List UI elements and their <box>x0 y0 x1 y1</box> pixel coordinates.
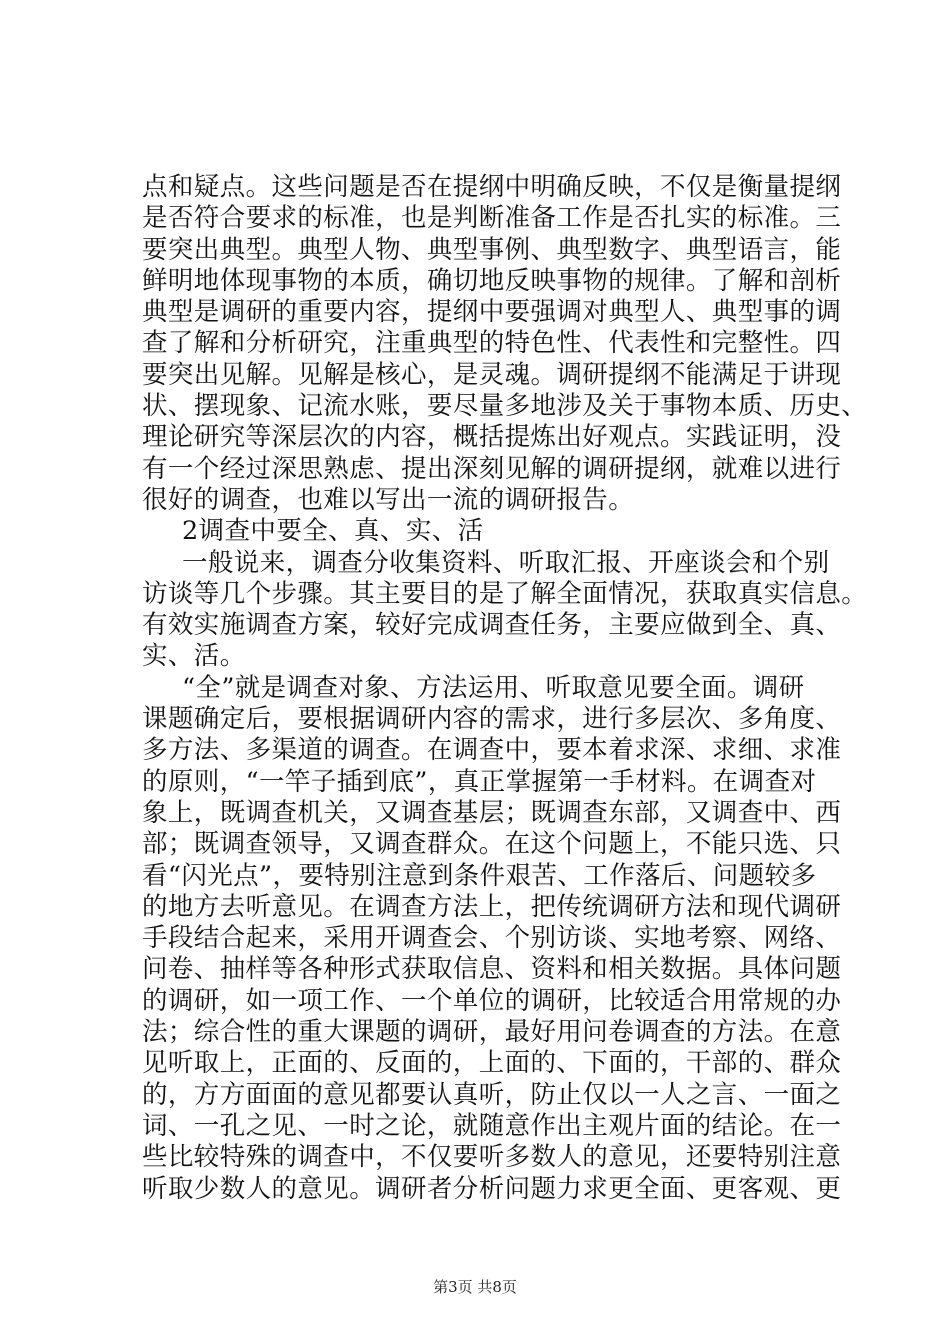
text-line: 很好的调查，也难以写出一流的调研报告。 <box>142 484 635 515</box>
text-line: 鲜明地体现事物的本质，确切地反映事物的规律。了解和剖析 <box>142 265 842 296</box>
text-line: 有效实施调查方案，较好完成调查任务，主要应做到全、真、 <box>142 610 842 641</box>
text-line: 的调研，如一项工作、一个单位的调研，比较适合用常规的办 <box>142 985 842 1016</box>
text-line: 课题确定后，要根据调研内容的需求，进行多层次、多角度、 <box>142 704 842 735</box>
text-line: 要突出典型。典型人物、典型事例、典型数字、典型语言，能 <box>142 234 842 265</box>
text-line: 法；综合性的重大课题的调研，最好用问卷调查的方法。在意 <box>142 1017 842 1048</box>
text-line: 状、摆现象、记流水账，要尽量多地涉及关于事物本质、历史、 <box>142 391 868 422</box>
text-line: 2调查中要全、真、实、活 <box>182 516 484 547</box>
text-line: 有一个经过深思熟虑、提出深刻见解的调研提纲，就难以进行 <box>142 453 842 484</box>
text-line: 象上，既调查机关，又调查基层；既调查东部，又调查中、西 <box>142 797 842 828</box>
text-line: 典型是调研的重要内容，提纲中要强调对典型人、典型事的调 <box>142 297 842 328</box>
page-footer: 第3页 共8页 <box>433 1278 517 1296</box>
text-line: 问卷、抽样等各种形式获取信息、资料和相关数据。具体问题 <box>142 954 842 985</box>
text-line: 部；既调查领导，又调查群众。在这个问题上，不能只选、只 <box>142 829 842 860</box>
text-line: 见听取上，正面的、反面的，上面的、下面的，干部的、群众 <box>142 1048 842 1079</box>
text-line: 词、一孔之见、一时之论，就随意作出主观片面的结论。在一 <box>142 1110 842 1141</box>
text-line: 的地方去听意见。在调查方法上，把传统调研方法和现代调研 <box>142 891 842 922</box>
text-line: 看“闪光点”，要特别注意到条件艰苦、工作落后、问题较多 <box>142 860 817 891</box>
text-line: 手段结合起来，采用开调查会、个别访谈、实地考察、网络、 <box>142 923 842 954</box>
text-line: 查了解和分析研究，注重典型的特色性、代表性和完整性。四 <box>142 328 842 359</box>
text-line: 的原则，“一竿子插到底”，真正掌握第一手材料。在调查对 <box>142 766 817 797</box>
text-line: 些比较特殊的调查中，不仅要听多数人的意见，还要特别注意 <box>142 1142 842 1173</box>
text-line: 多方法、多渠道的调查。在调查中，要本着求深、求细、求准 <box>142 735 842 766</box>
text-line: 一般说来，调查分收集资料、听取汇报、开座谈会和个别 <box>182 547 830 578</box>
body-text <box>142 172 868 1205</box>
text-line: 理论研究等深层次的内容，概括提炼出好观点。实践证明，没 <box>142 422 842 453</box>
text-line: “全”就是调查对象、方法运用、听取意见要全面。调研 <box>182 672 805 703</box>
text-line: 点和疑点。这些问题是否在提纲中明确反映，不仅是衡量提纲 <box>142 172 842 202</box>
text-line: 的，方方面面的意见都要认真听，防止仅以一人之言、一面之 <box>142 1079 842 1110</box>
text-line: 是否符合要求的标准，也是判断准备工作是否扎实的标准。三 <box>142 203 842 234</box>
text-line: 实、活。 <box>142 641 246 672</box>
text-line: 要突出见解。见解是核心，是灵魂。调研提纲不能满足于讲现 <box>142 359 842 390</box>
text-line: 听取少数人的意见。调研者分析问题力求更全面、更客观、更 <box>142 1173 842 1204</box>
text-line: 访谈等几个步骤。其主要目的是了解全面情况，获取真实信息。 <box>142 578 868 609</box>
